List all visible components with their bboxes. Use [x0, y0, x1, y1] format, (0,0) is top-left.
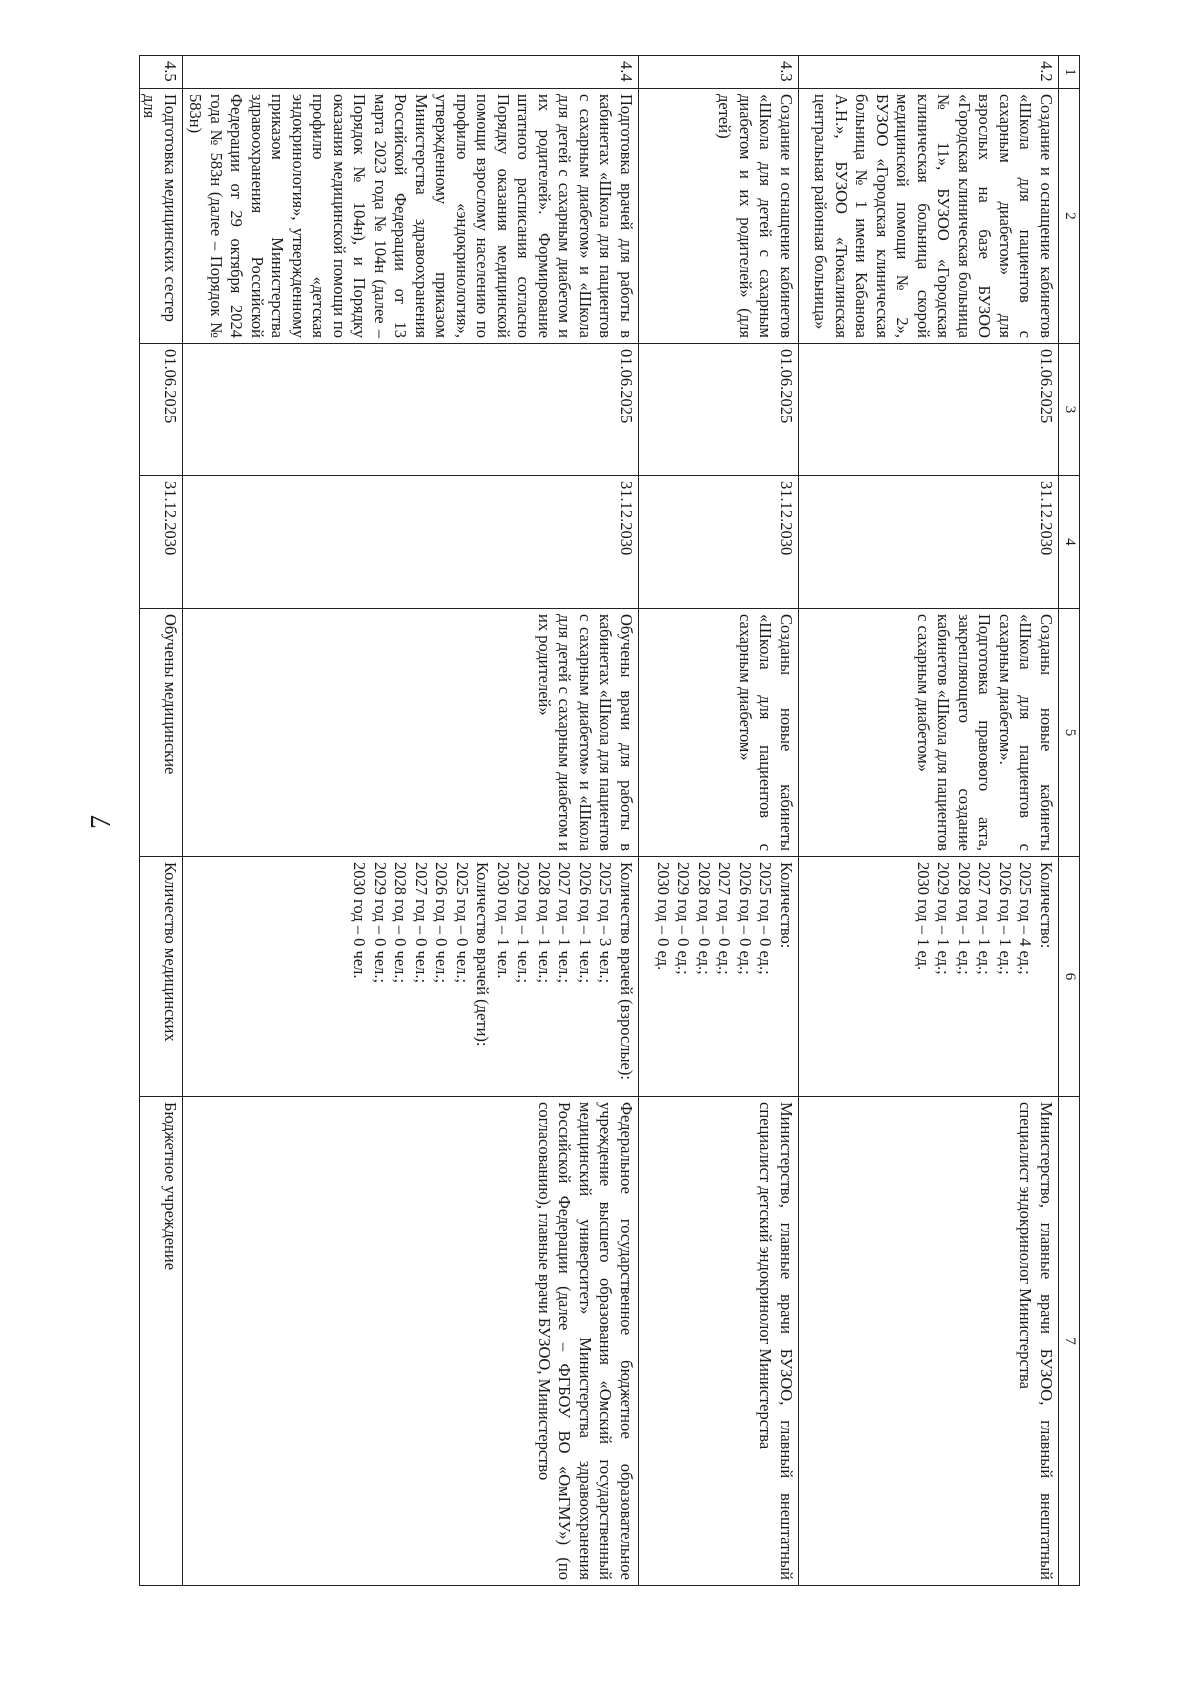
plan-table [139, 55, 1080, 1586]
start-date: 01.06.2025 [799, 344, 1059, 476]
end-date: 31.12.2030 [183, 476, 639, 609]
event-name [140, 89, 183, 344]
table-row [183, 56, 639, 1586]
responsible-text: Бюджетное учреждение [161, 1102, 180, 1271]
col-header-6: 6 [1059, 857, 1080, 1097]
col-header-4: 4 [1059, 476, 1080, 609]
end-date: 31.12.2030 [140, 476, 183, 609]
event-name: Подготовка врачей для работы в кабинетах «Школа для пациентов с сахарным диабетом» и «Школа для детей с сахарным диабетом и их родителей». Формирование штатного расписания согласно Порядку оказания медицинской помощи взрослому населению по профилю «эндокринология», утвержденному приказом Министерства здравоохранения Российской Федерации от 13 марта 2023 года № 104н (далее – Порядок № 104н), и Порядку оказания медицинской помощи по профилю «детская эндокринология», утвержденному приказом Министерства здравоохранения Российской Федерации от 29 октября 2024 года № 583н (далее – Порядок № 583н) [183, 89, 639, 344]
start-date: 01.06.2025 [183, 344, 639, 476]
start-date: 01.06.2025 [140, 344, 183, 476]
indicator: Количество врачей (взрослые): 2025 год – 3 чел.; 2026 год – 1 чел.; 2027 год – 1 чел.; 2028 год – 1 чел.; 2029 год – 1 чел.; 2030 год – 1 чел. Количество врачей (дети): 2025 год – 0 чел.; 2026 год – 0 чел.; 2027 год – 0 чел.; 2028 год – 0 чел.; 2029 год – 0 чел.; 2030 год – 0 чел. [183, 857, 639, 1097]
event-name: Создание и оснащение кабинетов «Школа для детей с сахарным диабетом и их родителей» (для детей) [639, 89, 799, 344]
table-row [140, 56, 183, 1586]
indicator-text: Количество медицинских [161, 862, 180, 1042]
end-date: 31.12.2030 [799, 476, 1059, 609]
table-row [799, 56, 1059, 1586]
row-number: 4.4 [183, 56, 639, 89]
expected-result: Созданы новые кабинеты «Школа для пациентов с сахарным диабетом» [639, 609, 799, 857]
indicator [140, 857, 183, 1097]
indicator: Количество: 2025 год – 4 ед.; 2026 год – 1 ед.; 2027 год – 1 ед.; 2028 год – 1 ед.; 2029 год – 1 ед.; 2030 год – 1 ед. [799, 857, 1059, 1097]
end-date: 31.12.2030 [639, 476, 799, 609]
col-header-7: 7 [1059, 1097, 1080, 1586]
indicator: Количество: 2025 год – 0 ед.; 2026 год – 0 ед.; 2027 год – 0 ед.; 2028 год – 0 ед.; 2029 год – 0 ед.; 2030 год – 0 ед. [639, 857, 799, 1097]
responsible [140, 1097, 183, 1586]
col-header-5: 5 [1059, 609, 1080, 857]
col-header-1: 1 [1059, 56, 1080, 89]
row-number: 4.2 [799, 56, 1059, 89]
table-row [639, 56, 799, 1586]
event-name: Создание и оснащение кабинетов «Школа для пациентов с сахарным диабетом» для взрослых на базе БУЗОО «Городская клиническая больница № 11», БУЗОО «Городская клиническая больница скорой медицинской помощи № 2», БУЗОО «Городская клиническая больница № 1 имени Кабанова А.Н.», БУЗОО «Тюкалинская центральная районная больница» [799, 89, 1059, 344]
expected-result: Созданы новые кабинеты «Школа для пациентов с сахарным диабетом». Подготовка правового акта, закрепляющего создание кабинетов «Школа для пациентов с сахарным диабетом» [799, 609, 1059, 857]
expected-result [140, 609, 183, 857]
responsible: Министерство, главные врачи БУЗОО, главный внештатный специалист детский эндокринолог Министерства [639, 1097, 799, 1586]
responsible: Федеральное государственное бюджетное образовательное учреждение высшего образования «Омский государственный медицинский университет» Министерства здравоохранения Российской Федерации (далее – ФГБОУ ВО «ОмГМУ») (по согласованию), главные врачи БУЗОО, Министерство [183, 1097, 639, 1586]
page-number: 7 [86, 815, 117, 829]
expected-result-text: Обучены медицинские [161, 614, 180, 775]
col-header-2: 2 [1059, 89, 1080, 344]
row-number: 4.5 [140, 56, 183, 89]
responsible: Министерство, главные врачи БУЗОО, главный внештатный специалист эндокринолог Министерства [799, 1097, 1059, 1586]
rotated-table-container [140, 55, 1080, 1585]
event-name-text: Подготовка медицинских сестер для [140, 94, 180, 322]
col-header-3: 3 [1059, 344, 1080, 476]
start-date: 01.06.2025 [639, 344, 799, 476]
header-row [1059, 56, 1080, 1586]
expected-result: Обучены врачи для работы в кабинетах «Школа для пациентов с сахарным диабетом» и «Школа для детей с сахарным диабетом и их родителей» [183, 609, 639, 857]
row-number: 4.3 [639, 56, 799, 89]
